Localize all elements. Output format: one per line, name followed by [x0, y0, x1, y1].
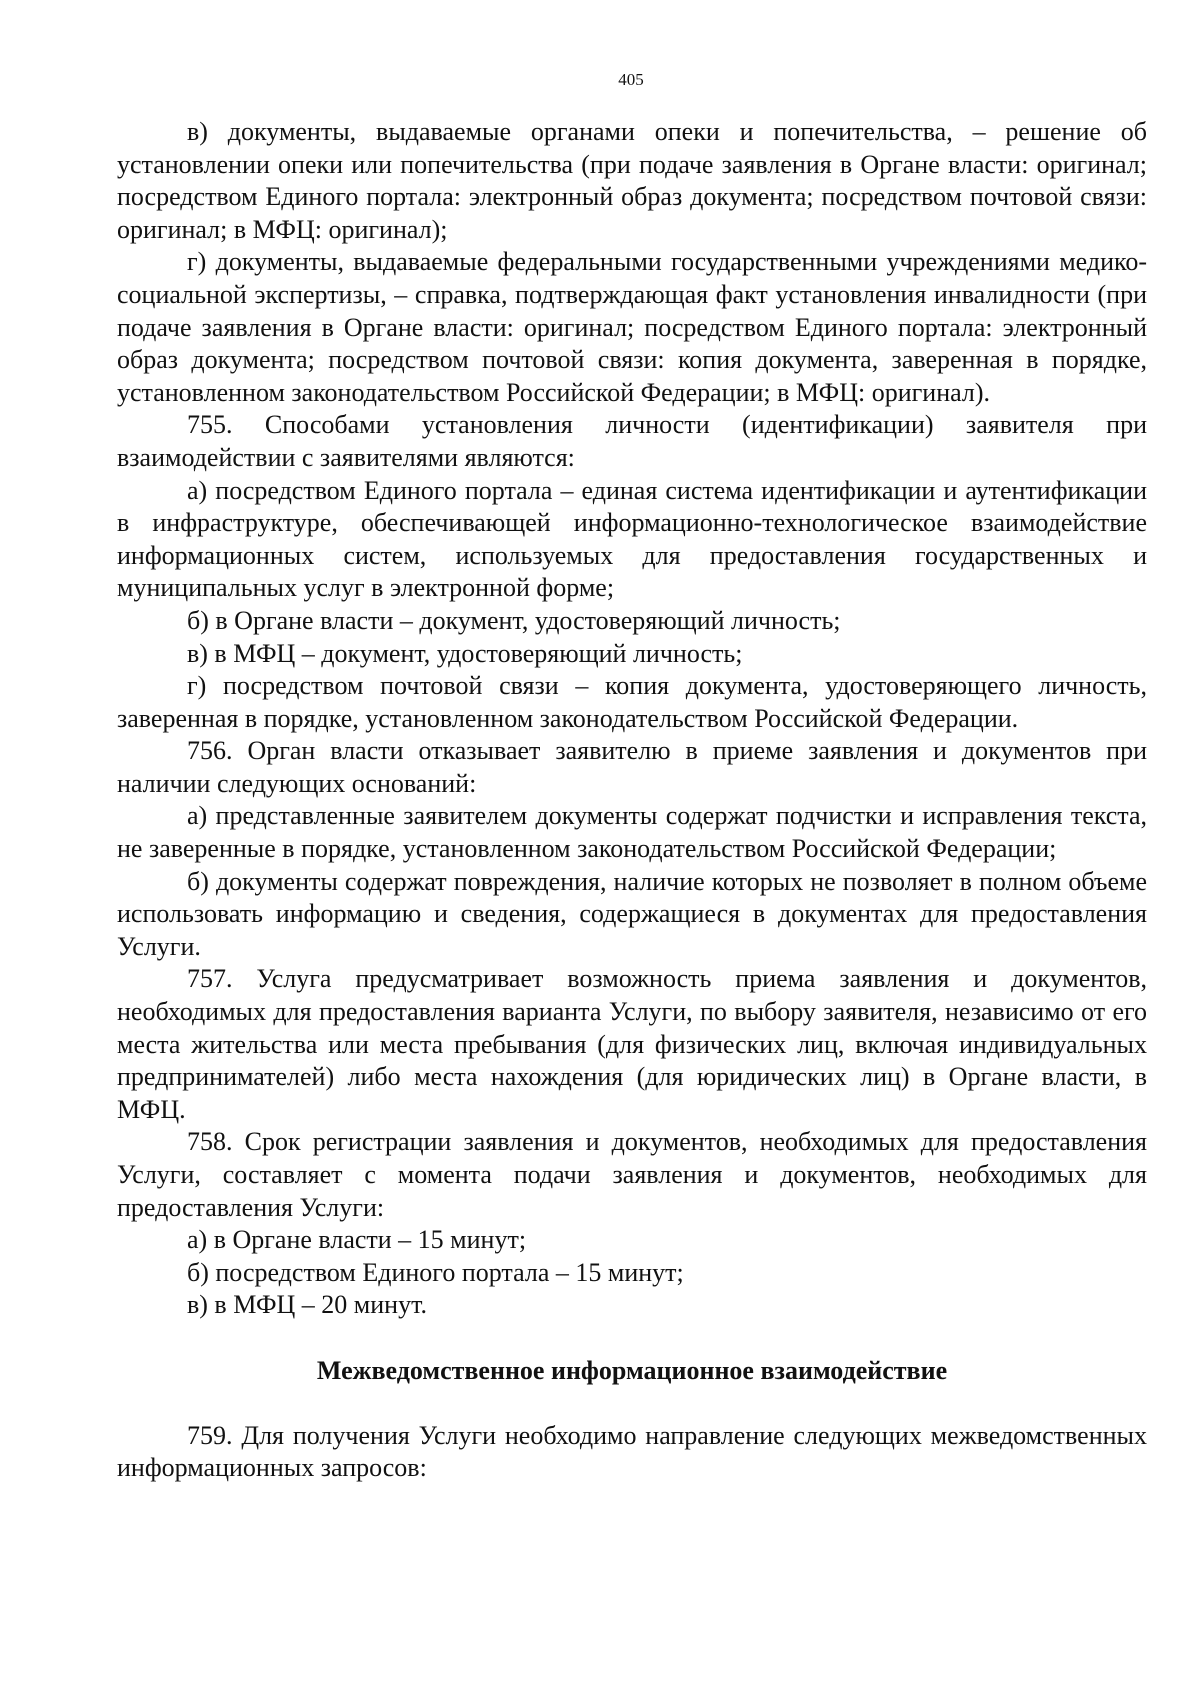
paragraph-758-b: б) посредством Единого портала – 15 минут; [187, 1257, 684, 1287]
section-heading: Межведомственное информационное взаимодействие [316, 1355, 948, 1385]
paragraph-755-b: б) в Органе власти – документ, удостоверяющий личность; [187, 605, 841, 635]
paragraph-758: 758. Срок регистрации заявления и документов, необходимых для предоставления Услуги, составляет с момента подачи заявления и документов, необходимых для предоставления Услуги: [117, 1127, 1147, 1222]
paragraph-756-b: б) документы содержат повреждения, наличие которых не позволяет в полном объеме использовать информацию и сведения, содержащиеся в документах для предоставления Услуги. [117, 866, 1147, 961]
paragraph-756-a: а) представленные заявителем документы содержат подчистки и исправления текста, не заверенные в порядке, установленном законодательством Российской Федерации; [117, 801, 1147, 864]
paragraph-item-v-guardianship: в) документы, выдаваемые органами опеки и попечительства, – решение об установлении опеки или попечительства (при подаче заявления в Органе власти: оригинал; посредством Единого портала: электронный образ документа; посредством почтовой связи: оригинал; в МФЦ: оригинал); [117, 117, 1147, 244]
page-number: 405 [618, 70, 644, 89]
paragraph-755-g: г) посредством почтовой связи – копия документа, удостоверяющего личность, заверенная в порядке, установленном законодательством Российской Федерации. [117, 671, 1147, 733]
paragraph-758-a: а) в Органе власти – 15 минут; [187, 1225, 527, 1255]
paragraph-item-g-disability: г) документы, выдаваемые федеральными государственными учреждениями медико-социальной экспертизы, – справка, подтверждающая факт установления инвалидности (при подаче заявления в Органе власти: оригинал; посредством Единого портала: электронный образ документа; посредством почтовой связи: копия документа, заверенная в порядке, установленном законодательством Российской Федерации; в МФЦ: оригинал). [117, 247, 1147, 407]
paragraph-757: 757. Услуга предусматривает возможность приема заявления и документов, необходимых для предоставления варианта Услуги, по выбору заявителя, независимо от его места жительства или места пребывания (для физических лиц, включая индивидуальных предпринимателей) либо места нахождения (для юридических лиц) в Органе власти, в МФЦ. [117, 964, 1147, 1124]
paragraph-755-a: а) посредством Единого портала – единая система идентификации и аутентификации в инфраструктуре, обеспечивающей информационно-технологическое взаимодействие информационных систем, используемых для предоставления государственных и муниципальных услуг в электронной форме; [117, 475, 1147, 603]
paragraph-755: 755. Способами установления личности (идентификации) заявителя при взаимодействии с заявителями являются: [117, 410, 1147, 472]
paragraph-755-v: в) в МФЦ – документ, удостоверяющий личность; [187, 638, 743, 668]
document-body [117, 116, 1147, 1485]
paragraph-756: 756. Орган власти отказывает заявителю в приеме заявления и документов при наличии следующих оснований: [117, 736, 1147, 798]
paragraph-759: 759. Для получения Услуги необходимо направление следующих межведомственных информационных запросов: [117, 1420, 1147, 1483]
paragraph-758-v: в) в МФЦ – 20 минут. [187, 1290, 427, 1320]
